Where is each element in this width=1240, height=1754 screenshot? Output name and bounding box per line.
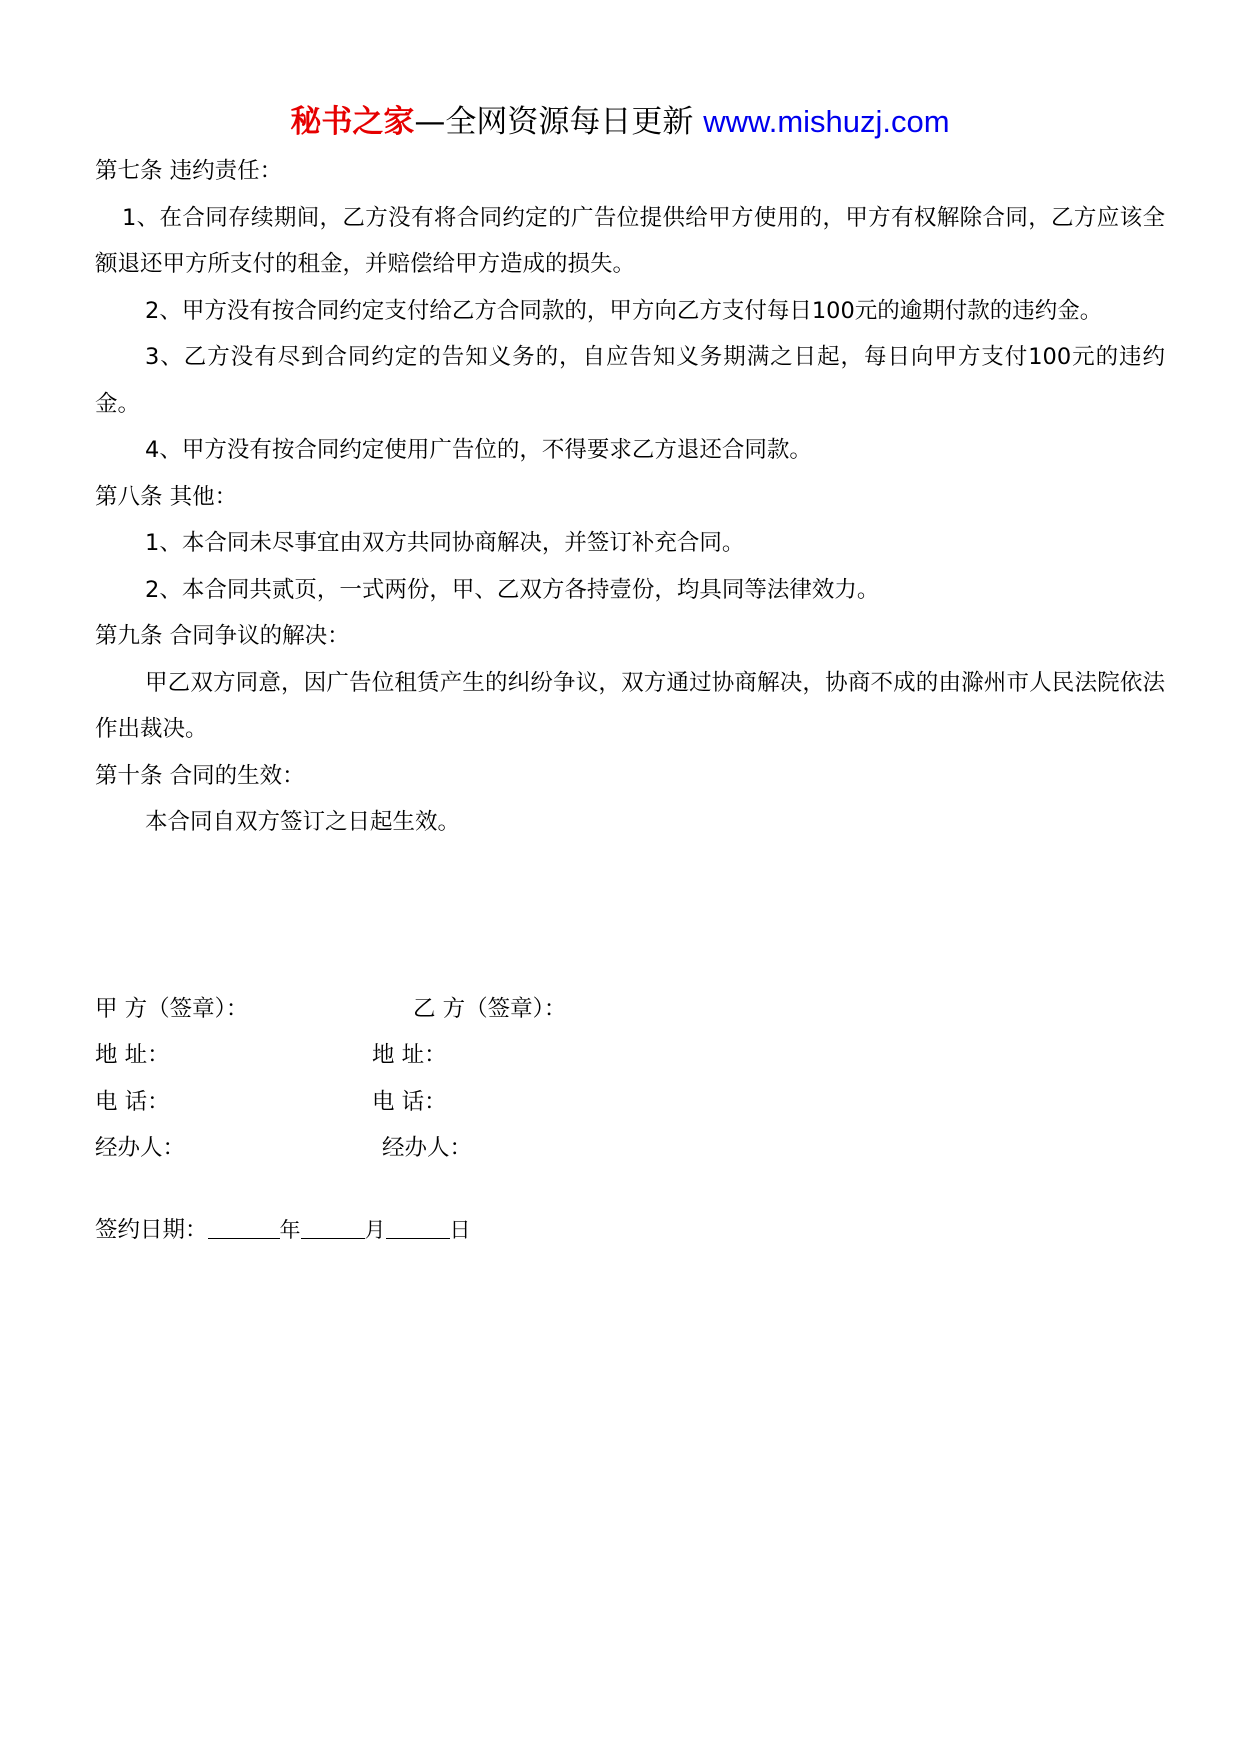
article-7-item-1: 1、在合同存续期间，乙方没有将合同约定的广告位提供给甲方使用的，甲方有权解除合同，乙方应该全额退还甲方所支付的租金，并赔偿给甲方造成的损失。 [95, 204, 1165, 277]
agent-a-label: 经办人： [95, 1135, 186, 1161]
contract-body [95, 148, 1165, 1253]
article-7-item-2: 2、甲方没有按合同约定支付给乙方合同款的，甲方向乙方支付每日100元的逾期付款的违约金。 [145, 297, 1103, 324]
address-b-label: 地 址： [372, 1042, 447, 1068]
year-char: 年 [279, 1217, 301, 1242]
signature-row-party [95, 986, 1165, 1033]
article-9-title: 第九条 合同争议的解决： [95, 623, 350, 649]
phone-a-label: 电 话： [95, 1088, 170, 1115]
party-b-label: 乙 方（签章）： [413, 995, 567, 1022]
signature-row-address [95, 1032, 1165, 1079]
article-7-item-4: 4、甲方没有按合同约定使用广告位的，不得要求乙方退还合同款。 [145, 437, 812, 463]
article-9-body: 甲乙双方同意，因广告位租赁产生的纠纷争议，双方通过协商解决，协商不成的由滁州市人民法院依法作出裁决。 [95, 669, 1165, 742]
date-label: 签约日期： [95, 1216, 208, 1243]
article-10-body: 本合同自双方签订之日起生效。 [145, 809, 461, 835]
article-8-item-2: 2、本合同共贰页，一式两份，甲、乙双方各持壹份，均具同等法律效力。 [145, 576, 880, 603]
article-10-title: 第十条 合同的生效： [95, 762, 305, 789]
article-8-item-1: 1、本合同未尽事宜由双方共同协商解决，并签订补充合同。 [145, 530, 745, 556]
article-8-title: 第八条 其他： [95, 483, 238, 510]
article-7-title: 第七条 违约责任： [95, 158, 283, 184]
signing-date-row [95, 1207, 1165, 1254]
signature-row-agent [95, 1125, 1165, 1172]
agent-b-label: 经办人： [382, 1135, 473, 1161]
article-7-item-3: 3、乙方没有尽到合同约定的告知义务的，自应告知义务期满之日起，每日向甲方支付100元的违约金。 [95, 344, 1165, 417]
day-char: 日 [449, 1217, 471, 1242]
year-blank[interactable] [208, 1216, 280, 1239]
phone-b-label: 电 话： [372, 1088, 447, 1115]
party-a-label: 甲 方（签章）： [95, 995, 249, 1022]
address-a-label: 地 址： [95, 1042, 170, 1068]
site-header [0, 100, 1240, 144]
header-tagline: —全网资源每日更新 [414, 104, 694, 140]
day-blank[interactable] [386, 1216, 450, 1239]
signature-row-phone [95, 1079, 1165, 1126]
header-url[interactable]: www.mishuzj.com [703, 104, 950, 139]
month-char: 月 [364, 1217, 386, 1242]
header-brand: 秘书之家 [290, 104, 415, 140]
month-blank[interactable] [301, 1216, 365, 1239]
spacer [95, 846, 1165, 986]
